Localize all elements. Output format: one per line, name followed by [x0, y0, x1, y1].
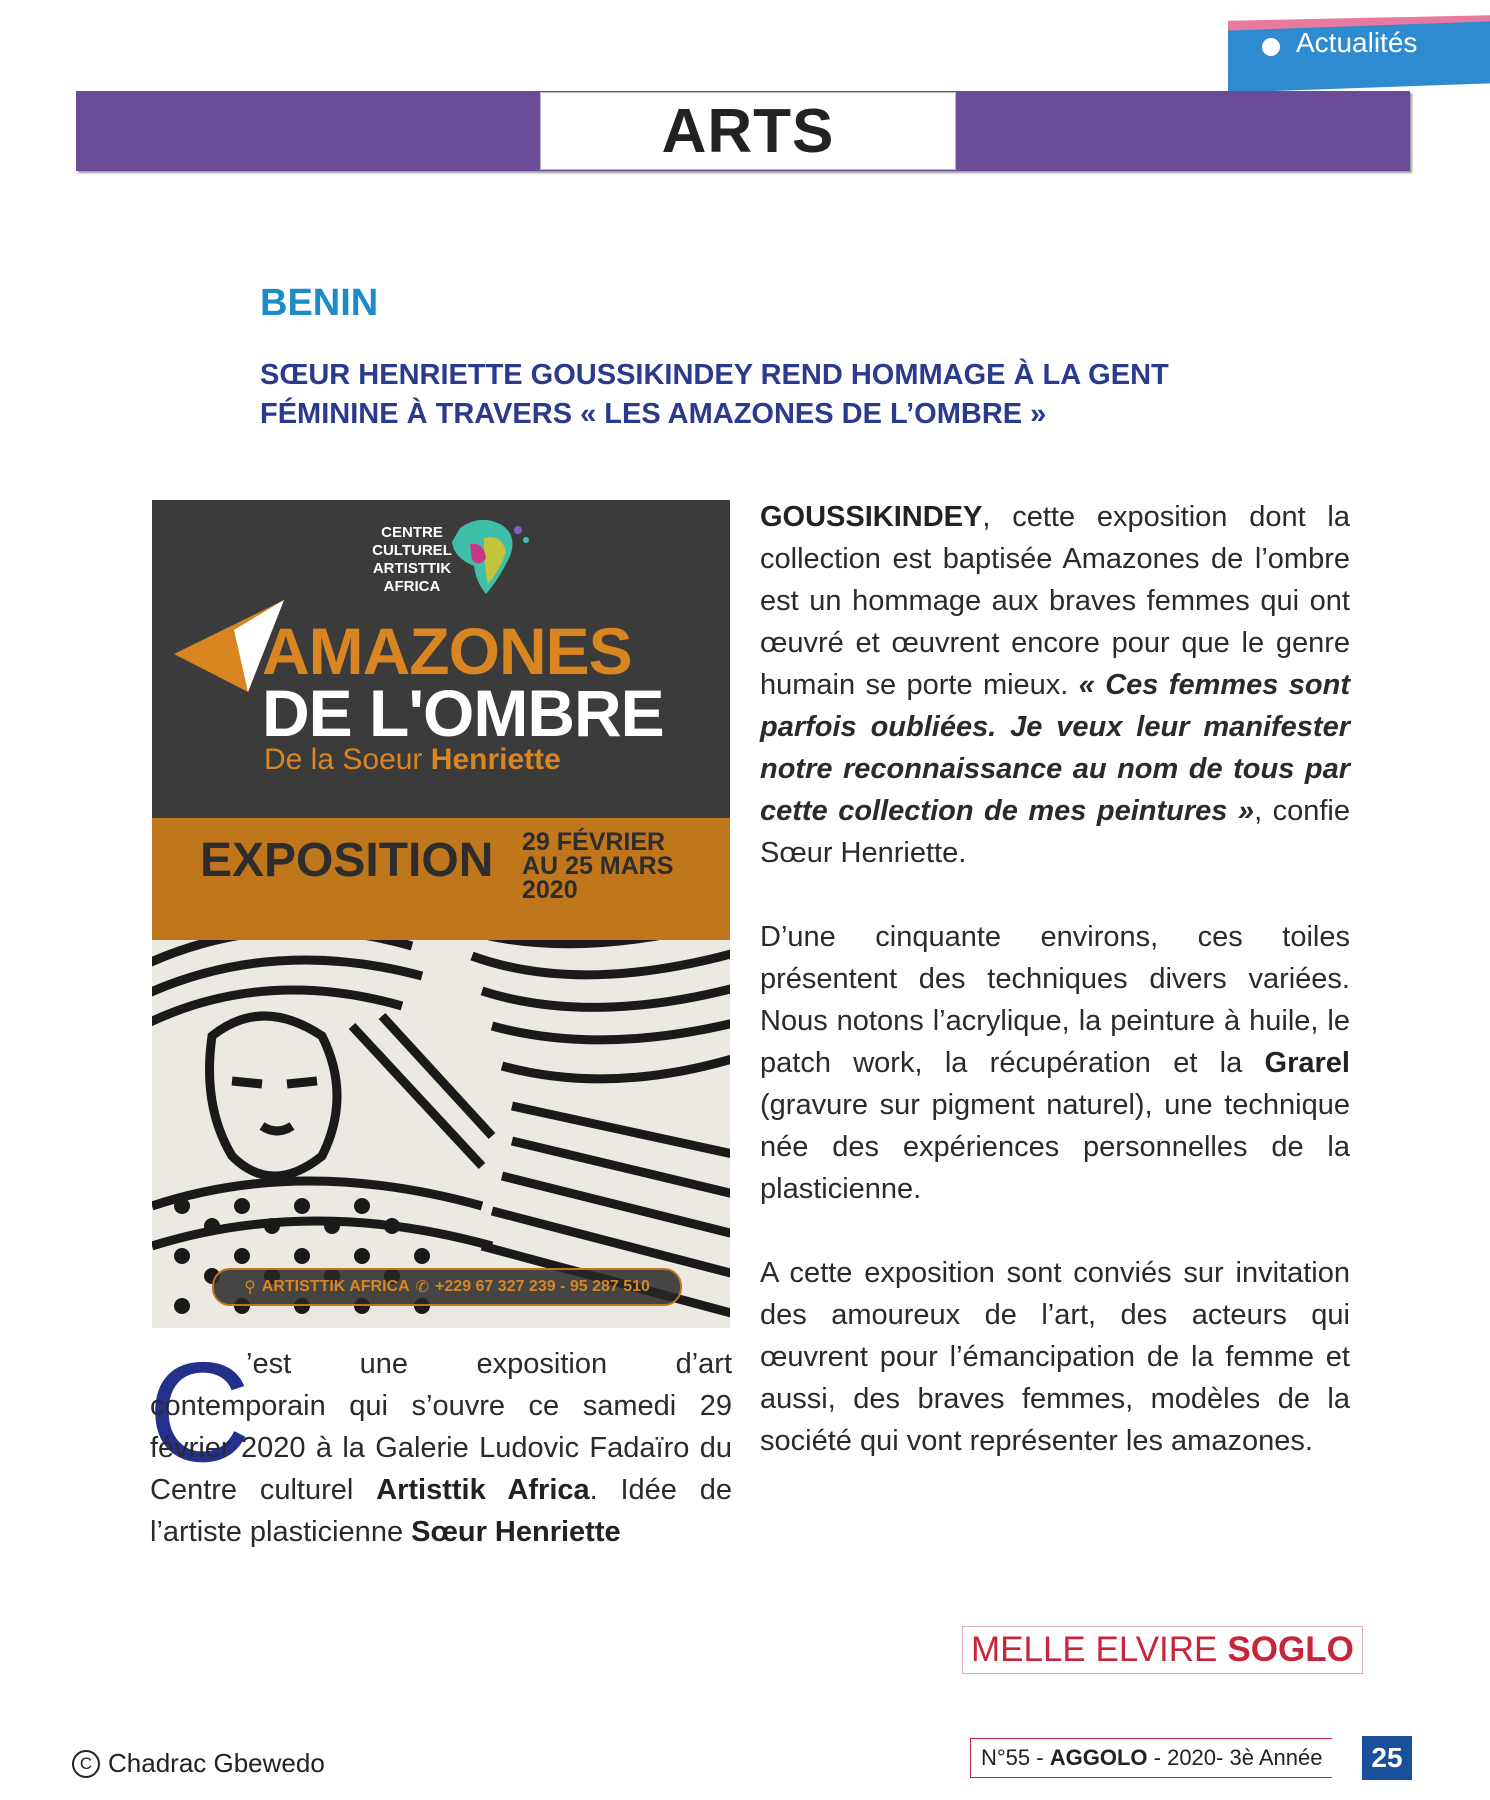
africa-logo-icon — [440, 508, 536, 604]
poster-artwork — [152, 906, 730, 1328]
byline — [962, 1626, 1363, 1674]
article-paragraph-1 — [760, 496, 1350, 874]
intro-bold-1: Artisttik Africa — [376, 1474, 590, 1506]
p1-text: , cette exposition dont la collection est baptisée Amazones de l’ombre est un hommage aux braves femmes qui ont œuvré et œuvrent encore pour que le genre humain se porte mieux. — [760, 501, 1350, 701]
article-paragraph-3: A cette exposition sont conviés sur invitation des amoureux de l’art, des acteurs qui œuvrent pour l’émancipation de la femme et aussi, des braves femmes, modèles de la société qui vont représenter les amazones. — [760, 1257, 1350, 1457]
phone-icon: ✆ — [415, 1279, 430, 1296]
bullet-icon — [1262, 38, 1280, 56]
p2-text-a: D’une cinquante environs, ces toiles présentent des techniques divers variées. Nous notons l’acrylique, la peinture à huile, le patch work, la récupération et la — [760, 921, 1350, 1079]
article-paragraph-2 — [760, 916, 1350, 1210]
location-pin-icon: ⚲ — [244, 1279, 256, 1296]
p1-bold: GOUSSIKINDEY — [760, 501, 983, 533]
article-column-right — [760, 496, 1350, 1504]
poster-title-line-1: AMAZONES — [262, 614, 632, 688]
headline-line-2: FÉMININE À TRAVERS « LES AMAZONES DE L’OMBRE » — [260, 398, 1047, 430]
poster-exposition-label: EXPOSITION — [200, 834, 494, 887]
section-banner-box — [540, 92, 956, 170]
page-number: 25 — [1362, 1736, 1412, 1780]
poster-subtitle-name: Henriette — [430, 743, 561, 776]
poster-subtitle — [264, 744, 561, 776]
section-tab-label: Actualités — [1296, 27, 1418, 58]
poster-date-line-3: 2020 — [522, 876, 578, 904]
byline-name: SOGLO — [1227, 1630, 1354, 1669]
p2-text-b: (gravure sur pigment naturel), une technique née des expériences personnelles de la plasticienne. — [760, 1089, 1350, 1205]
poster-dates — [522, 830, 673, 902]
article-intro — [148, 1333, 732, 1553]
poster-contact-phone: +229 67 327 239 - 95 287 510 — [435, 1278, 650, 1295]
copyright-icon: C — [72, 1750, 100, 1778]
poster-subtitle-prefix: De la Soeur — [264, 743, 423, 776]
article-column-left — [148, 1333, 732, 1553]
intro-bold-2: Sœur Henriette — [411, 1516, 621, 1548]
poster-date-line-2: AU 25 MARS — [522, 852, 674, 880]
poster-contact-place: ARTISTTIK AFRICA — [261, 1278, 410, 1295]
exhibition-poster — [152, 500, 730, 1328]
p1-end: , confie Sœur Henriette. — [760, 795, 1350, 869]
drop-cap: C — [148, 1333, 251, 1492]
section-title: ARTS — [661, 96, 835, 166]
poster-title-line-2: DE L'OMBRE — [262, 676, 664, 750]
intro-text-1: ’est une exposition d’art contemporain qui s’ouvre ce samedi 29 février 2020 à la Galerie Ludovic Fadaïro du Centre culturel — [150, 1348, 732, 1506]
photo-credit-name: Chadrac Gbewedo — [108, 1748, 325, 1778]
byline-prefix: MELLE ELVIRE — [971, 1630, 1218, 1669]
intro-text-2: . Idée de l’artiste plasticienne — [150, 1474, 732, 1548]
issue-suffix: - 2020- 3è Année — [1153, 1745, 1323, 1770]
article-headline — [260, 356, 1260, 434]
p1-quote: « Ces femmes sont parfois oubliées. Je veux leur manifester notre reconnaissance au nom de tous par cette collection de mes peintures » — [760, 669, 1350, 827]
headline-line-1: SŒUR HENRIETTE GOUSSIKINDEY REND HOMMAGE À LA GENT — [260, 359, 1169, 391]
issue-info — [970, 1738, 1332, 1778]
poster-contact-bar — [212, 1268, 682, 1306]
p2-bold: Grarel — [1264, 1047, 1350, 1079]
article-kicker: BENIN — [260, 282, 379, 324]
poster-date-line-1: 29 FÉVRIER — [522, 828, 666, 856]
issue-prefix: N°55 - — [981, 1745, 1044, 1770]
poster-center-name: CENTRE CULTUREL ARTISTTIK AFRICA — [372, 524, 452, 595]
magazine-name: AGGOLO — [1049, 1745, 1148, 1770]
photo-credit — [72, 1748, 325, 1779]
